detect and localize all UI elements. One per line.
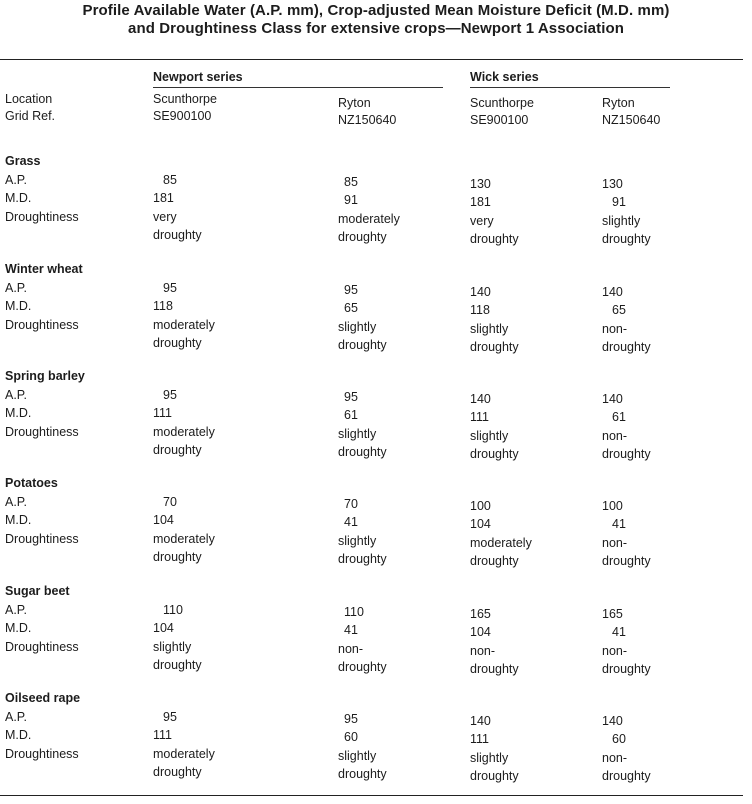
ap-value: 85 xyxy=(163,173,177,187)
droughtiness-value: non- xyxy=(602,536,628,550)
md-value: 111 xyxy=(153,728,173,742)
top-rule xyxy=(0,59,743,60)
ap-value: 95 xyxy=(344,712,358,726)
series-header-wick: Wick series xyxy=(470,70,539,84)
droughtiness-value: slightly xyxy=(153,640,192,654)
md-value: 111 xyxy=(470,732,490,746)
md-value: 61 xyxy=(612,410,626,424)
ap-value: 165 xyxy=(602,607,623,621)
droughtiness-value: moderately xyxy=(153,318,215,332)
md-value: 104 xyxy=(470,625,491,639)
droughtiness-value: slightly xyxy=(602,214,641,228)
droughtiness-value: non- xyxy=(602,751,628,765)
md-value: 111 xyxy=(470,410,490,424)
ap-value: 140 xyxy=(602,285,623,299)
md-value: 65 xyxy=(344,301,358,315)
column-grid-ref: NZ150640 xyxy=(602,113,661,127)
droughtiness-value: slightly xyxy=(470,751,509,765)
droughtiness-value: droughty xyxy=(338,230,387,244)
row-label-ap: A.P. xyxy=(5,281,28,295)
droughtiness-value: droughty xyxy=(153,336,202,350)
droughtiness-value: non- xyxy=(602,429,628,443)
crop-name: Potatoes xyxy=(5,476,58,490)
droughtiness-value: droughty xyxy=(338,660,387,674)
droughtiness-value: droughty xyxy=(470,232,519,246)
md-value: 111 xyxy=(153,406,173,420)
row-label-md: M.D. xyxy=(5,191,32,205)
droughtiness-value: droughty xyxy=(153,443,202,457)
row-label-droughtiness: Droughtiness xyxy=(5,532,79,546)
droughtiness-value: droughty xyxy=(470,447,519,461)
droughtiness-value: droughty xyxy=(338,552,387,566)
ap-value: 100 xyxy=(602,499,623,513)
row-label-droughtiness: Droughtiness xyxy=(5,210,79,224)
ap-value: 140 xyxy=(470,714,491,728)
droughtiness-value: droughty xyxy=(470,662,519,676)
row-label-droughtiness: Droughtiness xyxy=(5,747,79,761)
column-location: Ryton xyxy=(602,96,635,110)
row-label-md: M.D. xyxy=(5,299,32,313)
row-label-md: M.D. xyxy=(5,513,32,527)
crop-name: Winter wheat xyxy=(5,262,83,276)
column-location: Scunthorpe xyxy=(470,96,534,110)
column-grid-ref: NZ150640 xyxy=(338,113,397,127)
droughtiness-value: non- xyxy=(338,642,364,656)
droughtiness-value: slightly xyxy=(338,749,377,763)
droughtiness-value: slightly xyxy=(470,322,509,336)
droughtiness-value: very xyxy=(153,210,177,224)
ap-value: 95 xyxy=(163,710,177,724)
md-value: 91 xyxy=(344,193,358,207)
droughtiness-value: droughty xyxy=(602,554,651,568)
row-label-ap: A.P. xyxy=(5,495,28,509)
md-value: 181 xyxy=(153,191,174,205)
row-label-ap: A.P. xyxy=(5,603,28,617)
md-value: 41 xyxy=(344,515,358,529)
droughtiness-value: slightly xyxy=(338,534,377,548)
droughtiness-value: droughty xyxy=(602,447,651,461)
droughtiness-value: moderately xyxy=(470,536,532,550)
md-value: 41 xyxy=(612,517,626,531)
row-label-droughtiness: Droughtiness xyxy=(5,425,79,439)
column-grid-ref: SE900100 xyxy=(153,109,212,123)
column-grid-ref: SE900100 xyxy=(470,113,529,127)
ap-value: 100 xyxy=(470,499,491,513)
droughtiness-value: droughty xyxy=(338,445,387,459)
crop-name: Grass xyxy=(5,154,41,168)
droughtiness-value: non- xyxy=(470,644,496,658)
ap-value: 110 xyxy=(344,605,364,619)
ap-value: 70 xyxy=(163,495,177,509)
droughtiness-value: moderately xyxy=(338,212,400,226)
droughtiness-value: moderately xyxy=(153,747,215,761)
row-label-droughtiness: Droughtiness xyxy=(5,640,79,654)
md-value: 41 xyxy=(344,623,358,637)
ap-value: 140 xyxy=(602,714,623,728)
droughtiness-value: droughty xyxy=(153,658,202,672)
ap-value: 130 xyxy=(602,177,623,191)
location-label: Location xyxy=(5,92,53,106)
series-rule-wick xyxy=(470,87,670,88)
droughtiness-value: droughty xyxy=(338,767,387,781)
md-value: 61 xyxy=(344,408,358,422)
ap-value: 140 xyxy=(470,285,491,299)
droughtiness-value: droughty xyxy=(470,340,519,354)
droughtiness-value: droughty xyxy=(602,662,651,676)
md-value: 60 xyxy=(612,732,626,746)
grid-ref-label: Grid Ref. xyxy=(5,109,56,123)
droughtiness-value: very xyxy=(470,214,494,228)
series-rule-newport xyxy=(153,87,443,88)
ap-value: 110 xyxy=(163,603,183,617)
row-label-ap: A.P. xyxy=(5,388,28,402)
ap-value: 95 xyxy=(344,283,358,297)
droughtiness-value: slightly xyxy=(338,320,377,334)
column-location: Ryton xyxy=(338,96,371,110)
md-value: 118 xyxy=(153,299,173,313)
ap-value: 140 xyxy=(470,392,491,406)
droughtiness-value: droughty xyxy=(602,769,651,783)
droughtiness-value: droughty xyxy=(470,554,519,568)
ap-value: 85 xyxy=(344,175,358,189)
row-label-md: M.D. xyxy=(5,406,32,420)
droughtiness-value: droughty xyxy=(470,769,519,783)
column-location: Scunthorpe xyxy=(153,92,217,106)
ap-value: 95 xyxy=(163,388,177,402)
table-title-line-2: and Droughtiness Class for extensive crops—Newport 1 Association xyxy=(128,20,624,37)
md-value: 104 xyxy=(153,621,174,635)
ap-value: 95 xyxy=(163,281,177,295)
ap-value: 70 xyxy=(344,497,358,511)
row-label-md: M.D. xyxy=(5,621,32,635)
series-header-newport: Newport series xyxy=(153,70,243,84)
crop-name: Oilseed rape xyxy=(5,691,81,705)
row-label-droughtiness: Droughtiness xyxy=(5,318,79,332)
md-value: 91 xyxy=(612,195,626,209)
ap-value: 130 xyxy=(470,177,491,191)
droughtiness-value: droughty xyxy=(153,765,202,779)
droughtiness-value: droughty xyxy=(153,550,202,564)
ap-value: 140 xyxy=(602,392,623,406)
md-value: 118 xyxy=(470,303,490,317)
md-value: 104 xyxy=(470,517,491,531)
md-value: 60 xyxy=(344,730,358,744)
droughtiness-value: non- xyxy=(602,644,628,658)
droughtiness-value: non- xyxy=(602,322,628,336)
crop-name: Spring barley xyxy=(5,369,85,383)
droughtiness-value: droughty xyxy=(338,338,387,352)
droughtiness-value: moderately xyxy=(153,532,215,546)
bottom-rule xyxy=(0,795,743,796)
row-label-md: M.D. xyxy=(5,728,32,742)
md-value: 41 xyxy=(612,625,626,639)
droughtiness-value: droughty xyxy=(602,232,651,246)
row-label-ap: A.P. xyxy=(5,173,28,187)
droughtiness-value: slightly xyxy=(470,429,509,443)
row-label-ap: A.P. xyxy=(5,710,28,724)
md-value: 65 xyxy=(612,303,626,317)
droughtiness-value: droughty xyxy=(153,228,202,242)
ap-value: 95 xyxy=(344,390,358,404)
droughtiness-value: moderately xyxy=(153,425,215,439)
md-value: 104 xyxy=(153,513,174,527)
table-title-line-1: Profile Available Water (A.P. mm), Crop-adjusted Mean Moisture Deficit (M.D. mm) xyxy=(82,2,670,19)
ap-value: 165 xyxy=(470,607,491,621)
md-value: 181 xyxy=(470,195,491,209)
droughtiness-value: slightly xyxy=(338,427,377,441)
droughtiness-value: droughty xyxy=(602,340,651,354)
crop-name: Sugar beet xyxy=(5,584,70,598)
